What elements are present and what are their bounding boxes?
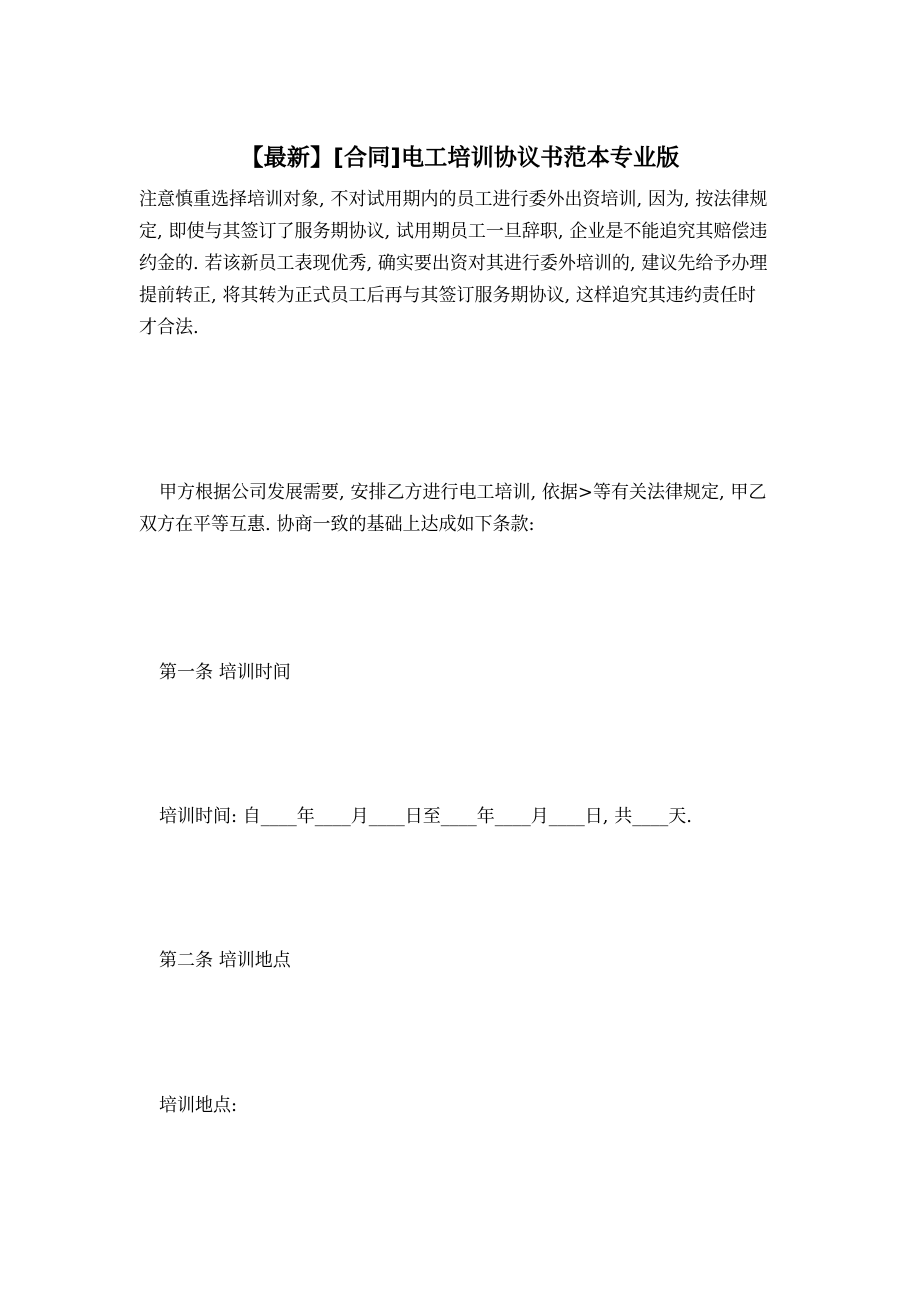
- article2-body: 培训地点:: [159, 1095, 238, 1116]
- preamble-line: 甲方根据公司发展需要, 安排乙方进行电工培训, 依据>等有关法律规定, 甲乙: [159, 482, 767, 503]
- preamble-line: 双方在平等互惠. 协商一致的基础上达成如下条款:: [139, 514, 535, 535]
- preamble-paragraph: [139, 477, 787, 541]
- intro-paragraph: [139, 184, 787, 344]
- intro-line: 注意慎重选择培训对象, 不对试用期内的员工进行委外出资培训, 因为, 按法律规: [139, 189, 768, 210]
- article1-heading: 第一条 培训时间: [159, 662, 291, 683]
- intro-line: 提前转正, 将其转为正式员工后再与其签订服务期协议, 这样追究其违约责任时: [139, 285, 756, 306]
- article2-heading: 第二条 培训地点: [159, 950, 291, 971]
- intro-line: 才合法.: [139, 317, 199, 338]
- intro-line: 定, 即使与其签订了服务期协议, 试用期员工一旦辞职, 企业是不能追究其赔偿违: [139, 221, 768, 242]
- article1-body: 培训时间: 自____年____月____日至____年____月____日, 共____天.: [159, 806, 692, 827]
- document-title: 【最新】[合同]电工培训协议书范本专业版: [240, 145, 680, 171]
- intro-line: 约金的. 若该新员工表现优秀, 确实要出资对其进行委外培训的, 建议先给予办理: [139, 253, 768, 274]
